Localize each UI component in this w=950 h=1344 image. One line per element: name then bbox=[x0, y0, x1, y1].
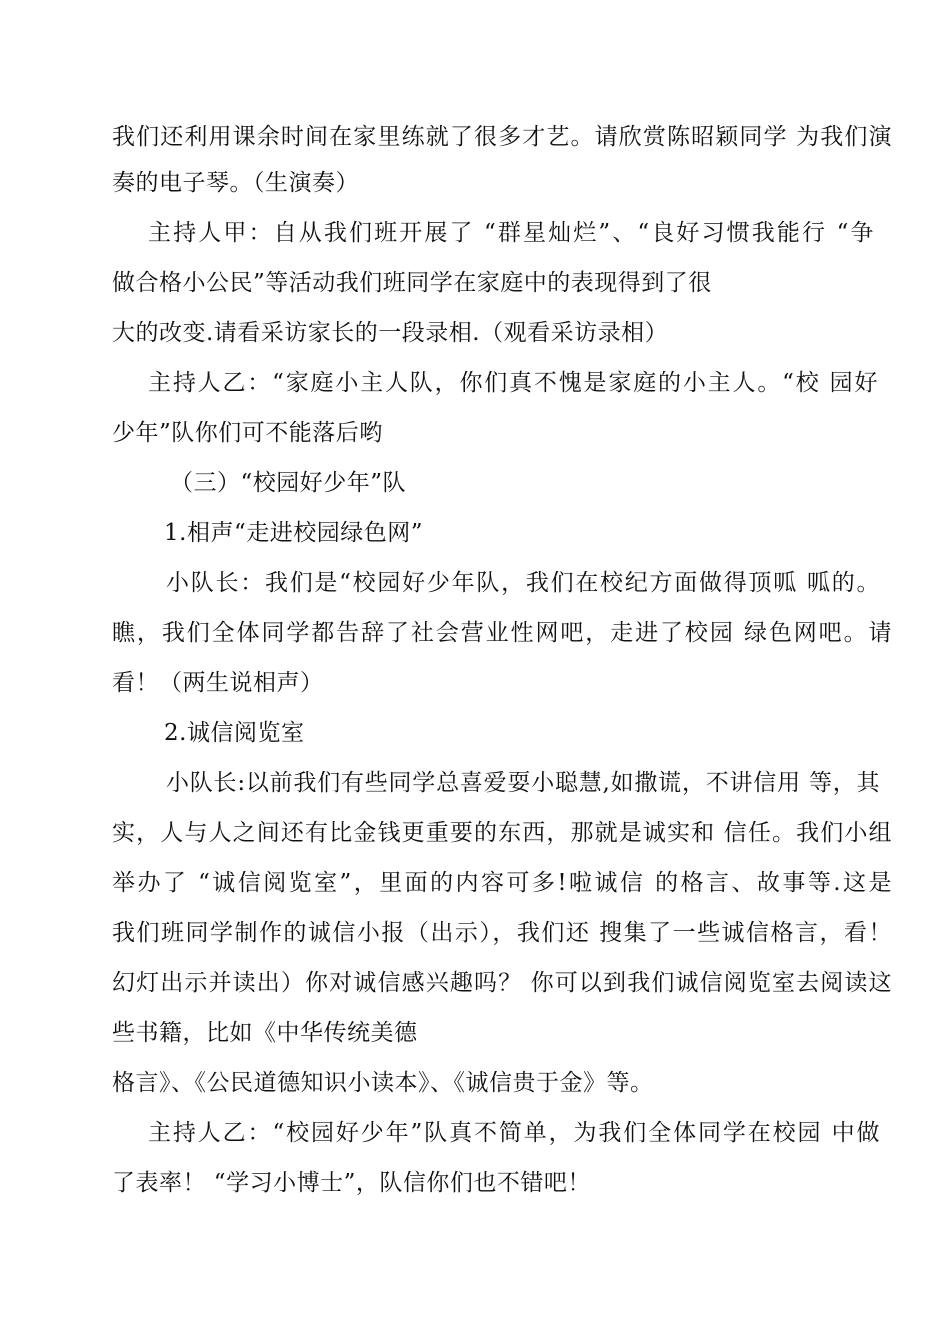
subheading-2: 2.诚信阅览室 bbox=[164, 720, 305, 746]
text-line-21: 主持人乙：“校园好少年”队真不简单，为我们全体同学在校园 中做 bbox=[148, 1120, 880, 1146]
text-line-5: 大的改变.请看采访家长的一段录相.（观看采访录相） bbox=[112, 320, 669, 346]
text-line-14: 小队长:以前我们有些同学总喜爱耍小聪慧,如撒谎，不讲信用 等，其 bbox=[166, 770, 880, 796]
text-line-15: 实，人与人之间还有比金钱更重要的东西，那就是诚实和 信任。我们小组 bbox=[112, 820, 892, 846]
text-line-3: 主持人甲：自从我们班开展了 “群星灿烂”、“良好习惯我能行 “争 bbox=[148, 220, 874, 246]
subheading-1: 1.相声“走进校园绿色网” bbox=[164, 520, 423, 546]
text-line-10: 小队长：我们是“校园好少年队，我们在校纪方面做得顶呱 呱的。 bbox=[166, 570, 880, 596]
text-line-11: 瞧，我们全体同学都告辞了社会营业性网吧，走进了校园 绿色网吧。请 bbox=[112, 620, 892, 646]
text-line-1: 我们还利用课余时间在家里练就了很多才艺。请欣赏陈昭颖同学 为我们演 bbox=[112, 124, 892, 150]
text-line-18: 幻灯出示并读出）你对诚信感兴趣吗？ 你可以到我们诚信阅览室去阅读这 bbox=[112, 970, 892, 996]
text-line-20: 格言》、《公民道德知识小读本》、《诚信贵于金》等。 bbox=[112, 1070, 654, 1096]
text-line-19: 些书籍，比如《中华传统美德 bbox=[112, 1020, 418, 1046]
text-line-17: 我们班同学制作的诚信小报（出示），我们还 搜集了一些诚信格言，看！ bbox=[112, 920, 892, 946]
section-heading: （三）“校园好少年”队 bbox=[170, 470, 407, 496]
text-line-2: 奏的电子琴。（生演奏） bbox=[112, 170, 359, 196]
text-line-12: 看！（两生说相声） bbox=[112, 670, 324, 696]
text-line-4: 做合格小公民”等活动我们班同学在家庭中的表现得到了很 bbox=[112, 270, 712, 296]
text-line-22: 了表率！ “学习小博士”，队信你们也不错吧！ bbox=[112, 1170, 591, 1196]
text-line-16: 举办了 “诚信阅览室”，里面的内容可多!啦诚信 的格言、故事等.这是 bbox=[112, 870, 892, 896]
text-line-7: 少年”队你们可不能落后哟 bbox=[112, 420, 383, 446]
text-line-6: 主持人乙：“家庭小主人队，你们真不愧是家庭的小主人。“校 园好 bbox=[148, 370, 878, 396]
